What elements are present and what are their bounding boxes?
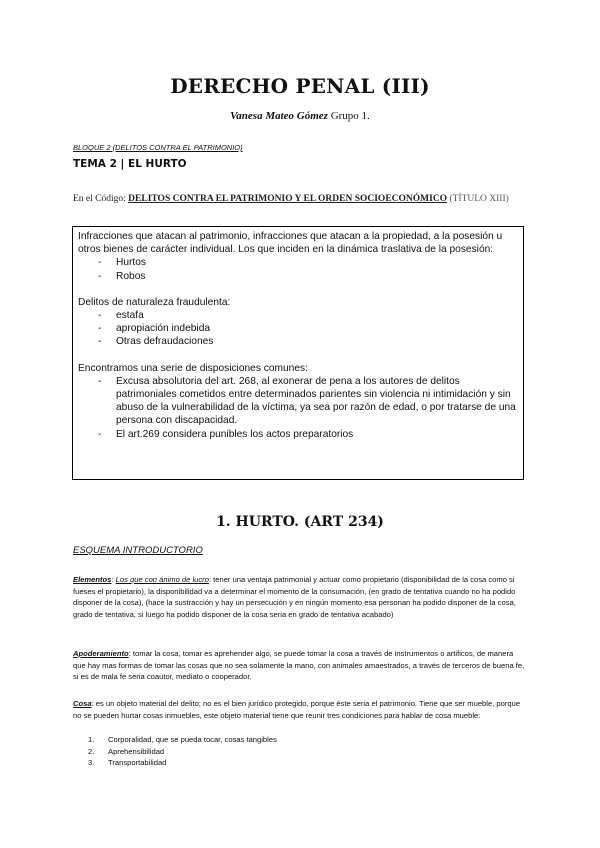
- list-item: 1. Corporalidad, que se pueda tocar, cosas tangibles: [88, 735, 277, 744]
- codigo-suffix: (TÍTULO XIII): [447, 194, 509, 204]
- list-item: - apropiación indebida: [94, 322, 518, 335]
- box-list-1: [78, 256, 518, 282]
- cosa-paragraph: [73, 698, 525, 721]
- list-item: - Otras defraudaciones: [94, 335, 518, 348]
- group-label: Grupo 1.: [330, 110, 370, 122]
- list-item: 3. Transportabilidad: [88, 758, 167, 767]
- tema-heading: TEMA 2 | EL HURTO: [73, 158, 187, 170]
- codigo-emphasis: DELITOS CONTRA EL PATRIMONIO Y EL ORDEN SOCIOECONÓMICO: [128, 194, 448, 204]
- apoderamiento-label: Apoderamiento: [73, 649, 129, 658]
- apoderamiento-text: : tomar la cosa, tomar es aprehender algo, se puede tomar la cosa a través de instrumentos o artificos, de manera que hay mas formas de tomar las cosas que no sea solamente la mano, con animales amaestrados, a través de terceros de buena fe, si es de mala fe seria coautor, mediato o cooperador.: [73, 649, 525, 681]
- list-item: 2. Aprehensibilidad: [88, 746, 165, 756]
- codigo-line: [73, 192, 525, 206]
- list-item: - Excusa absolutoria del art. 268, al exonerar de pena a los autores de delitos patrimoniales cometidos entre determinados parientes sin violencia ni intimidación y sin abuso de la vulnerabilidad de la víctima, ya sea por razón de edad, o por tratarse de una persona con discapacidad.: [94, 375, 518, 428]
- cosa-text: : es un objeto material del delito; no es el bien jurídico protegido, porque éste seria el patrimonio. Tiene que ser mueble, porque no se pueden hurtar cosas inmuebles, este objeto material tiene que reunir tres condiciones para hablar de cosa mueble:: [73, 699, 521, 720]
- apoderamiento-paragraph: [73, 648, 525, 683]
- elementos-sublabel: Los que con ánimo de lucro: [115, 575, 209, 584]
- box-list-2: [78, 309, 518, 349]
- summary-box: [72, 226, 524, 480]
- document-subtitle: [0, 110, 600, 122]
- elementos-label: Elementos: [73, 575, 112, 584]
- box-intro: Infracciones que atacan al patrimonio, infracciones que atacan a la propiedad, a la posesión u otros bienes de carácter individual. Los que inciden en la dinámica traslativa de la posesión:: [78, 231, 503, 256]
- document-title: DERECHO PENAL (III): [170, 74, 430, 98]
- list-item: - estafa: [94, 309, 518, 322]
- bloque-heading: BLOQUE 2 (DELITOS CONTRA EL PATRIMONIO): [73, 143, 243, 152]
- author-name: Vanesa Mateo Gómez: [230, 110, 328, 122]
- esquema-heading: ESQUEMA INTRODUCTORIO: [73, 545, 203, 556]
- elementos-text: : tener una ventaja patrimonial y actuar como propietario (disponibilidad de la cosa como si fueses el propietario), la disponibilidad va a determinar el momento de la consumación, (en grado de tentativa cuando no ha podido disponer de la cosa), (hace la sustracción y hay un persecución y en ningún momento esa personan ha podido disponer de la cosa, grado de tentativa, si luego ha podido disponer de la cosa seria en grado de tentativa acabado): [73, 575, 516, 619]
- box-fraud-heading: Delitos de naturaleza fraudulenta:: [78, 296, 231, 308]
- list-item: - El art.269 considera punibles los actos preparatorios: [94, 428, 518, 441]
- list-item: - Robos: [94, 270, 518, 283]
- list-item: - Hurtos: [94, 256, 518, 269]
- section-title: 1. HURTO. (ART 234): [216, 514, 384, 530]
- cosa-conditions-list: [88, 734, 277, 769]
- box-common-heading: Encontramos una serie de disposiciones comunes:: [78, 362, 308, 374]
- cosa-label: Cosa: [73, 699, 92, 708]
- elementos-paragraph: Elementos: Los que con ánimo de lucro: tener una ventaja patrimonial y actuar como propietario (disponibilidad de la cosa como si fueses el propietario), la disponibilidad va a determinar el momento de la consumación, (en grado de tentativa cuando no ha podido disponer de la cosa), (hace la sustracción y hay un persecución y en ningún momento esa personan ha podido disponer de la cosa, grado de tentativa, si luego ha podido disponer de la cosa seria en grado de tentativa acabado): [73, 575, 516, 619]
- codigo-prefix: En el Código:: [73, 194, 129, 204]
- box-list-3: [78, 375, 518, 441]
